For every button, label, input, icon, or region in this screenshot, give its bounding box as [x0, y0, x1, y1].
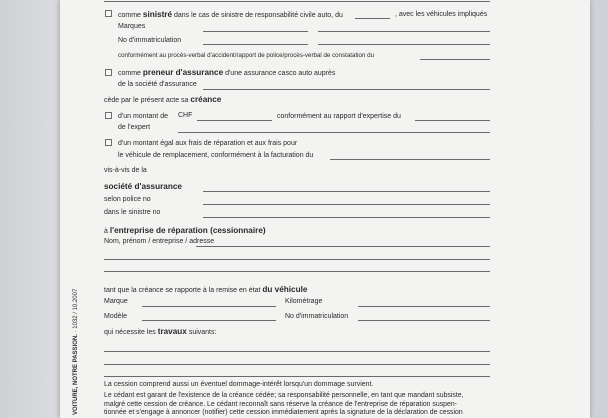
label-nom: Nom, prénom / entreprise / adresse — [104, 238, 215, 245]
entreprise-title-line: à l'entreprise de réparation (cessionnaire) — [104, 226, 266, 235]
preneur-societe-field[interactable] — [203, 89, 490, 90]
travaux-field-1[interactable] — [104, 351, 490, 352]
label-facturation: le véhicule de remplacement, conformément à la facturation du — [118, 152, 314, 159]
label-marques: Marques — [118, 23, 146, 30]
sinistre-suffix: , avec les véhicules impliqués — [395, 11, 488, 18]
top-line — [104, 1, 490, 2]
police-field[interactable] — [203, 204, 490, 205]
km-field[interactable] — [358, 306, 490, 307]
legal-line-1: Le cédant est garant de l'existence de la créance cédée; sa responsabilité personnelle, en tant que mandant subsiste, — [104, 392, 464, 399]
legal-line-3: tionnée et s'engage à annoncer (notifier) cette cession immédiatement après la signature de la déclaration de cession — [104, 409, 463, 417]
assurance-name-field[interactable] — [203, 191, 490, 192]
facturation-date-field[interactable] — [330, 159, 490, 160]
checkbox-sinistre[interactable] — [105, 10, 112, 17]
rapport-date-field[interactable] — [415, 120, 490, 121]
pv-date-field[interactable] — [420, 59, 490, 60]
travaux-line: qui nécessite les travaux suivants: — [104, 327, 217, 336]
sinistre-date-field[interactable] — [355, 18, 390, 19]
label-rapport: conformément au rapport d'expertise du — [277, 113, 401, 120]
travaux-field-3[interactable] — [104, 376, 490, 377]
expert-field[interactable] — [178, 132, 490, 133]
legal-line-2: malgré cette cession de créance. Le cédant reconnaît sans réserve la créance de l'entreprise de réparation suspen- — [104, 400, 457, 408]
cede-line: cède par le présent acte sa créance — [104, 95, 222, 104]
label-km: Kilométrage — [285, 298, 323, 305]
preneur-line: comme preneur d'assurance d'une assurance casco auto auprès — [118, 68, 336, 77]
marque-field[interactable] — [142, 306, 276, 307]
label-immat: No d'immatriculation — [118, 37, 182, 44]
legal-paragraph — [104, 392, 494, 418]
montant-chf-field[interactable] — [197, 120, 272, 121]
label-visavis: vis-à-vis de la — [104, 167, 147, 174]
marques-field-1[interactable] — [203, 31, 308, 32]
nom-field-3[interactable] — [104, 271, 490, 272]
assurance-title: société d'assurance — [104, 182, 182, 191]
nom-field-1[interactable] — [196, 246, 490, 247]
checkbox-montant[interactable] — [105, 112, 112, 119]
modele-field[interactable] — [142, 320, 276, 321]
label-expert: de l'expert — [118, 124, 151, 131]
label-vehicule-immat: No d'immatriculation — [285, 313, 349, 320]
label-modele: Modèle — [104, 313, 127, 320]
nom-field-2[interactable] — [104, 259, 490, 260]
vehicule-line: tant que la créance se rapporte à la remise en état du véhicule — [104, 285, 308, 294]
side-footer-text: VOITURE, NOTRE PASSION. · 1032 / 10.2007 — [73, 288, 79, 415]
sinistre-no-field[interactable] — [203, 217, 490, 218]
label-marque: Marque — [104, 298, 128, 305]
marques-field-2[interactable] — [318, 31, 490, 32]
checkbox-montant-frais[interactable] — [105, 139, 112, 146]
sinistre-line: comme sinistré dans le cas de sinistre de responsabilité civile auto, du — [118, 10, 343, 19]
label-police: selon police no — [104, 196, 151, 203]
label-pv: conformément au procès-verbal d'accident/rapport de police/procès-verbal de constatation du — [118, 52, 375, 59]
label-montant: d'un montant de — [118, 113, 168, 120]
cession-text: La cession comprend aussi un éventuel dommage-intérêt lorsqu'un dommage survient. — [104, 381, 374, 388]
label-preneur-societe: de la société d'assurance — [118, 81, 197, 88]
label-chf: CHF — [178, 112, 193, 119]
vehicule-immat-field[interactable] — [358, 320, 490, 321]
immat-field-2[interactable] — [318, 44, 490, 45]
label-frais: d'un montant égal aux frais de réparation et aux frais pour — [118, 140, 298, 147]
label-sinistre-no: dans le sinistre no — [104, 209, 161, 216]
immat-field-1[interactable] — [203, 44, 308, 45]
travaux-field-2[interactable] — [104, 364, 490, 365]
checkbox-preneur[interactable] — [105, 69, 112, 76]
